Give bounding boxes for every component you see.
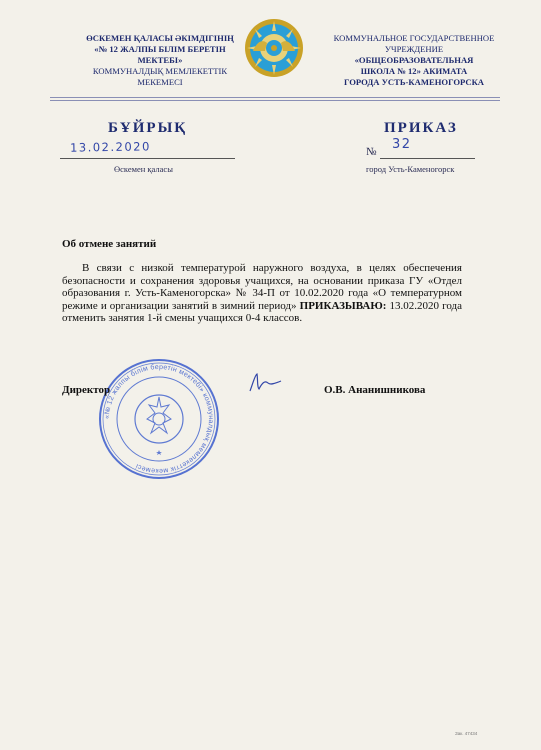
order-paragraph-main: В связи с низкой температурой наружного воздуха, в целях обеспечения безопасности и сохранения здоровья учащихся, на основании приказа ГУ «Отдел образования г. Усть-Каменогорска» № 34-П от 10.02.2020 года «О температурном режиме и организации занятий в зимний период» — [62, 262, 462, 312]
order-title-kz: БҰЙРЫҚ — [108, 120, 188, 136]
order-paragraph — [62, 262, 462, 325]
order-title-ru: ПРИКАЗ — [384, 120, 458, 136]
letterhead-ru-line: «ОБЩЕОБРАЗОВАТЕЛЬНАЯ — [354, 55, 474, 65]
handwritten-signature-icon — [247, 371, 283, 393]
letterhead-ru — [318, 33, 510, 88]
state-emblem-icon — [243, 17, 305, 79]
svg-text:«№ 12 жалпы білім беретін мект — [104, 363, 214, 474]
signer-name: О.В. Ананишникова — [324, 384, 426, 396]
city-ru: город Усть-Каменогорск — [366, 164, 455, 174]
handwritten-order-number: 32 — [392, 137, 412, 152]
letterhead-kz — [70, 33, 250, 88]
order-body — [62, 262, 462, 325]
print-order-code: Зак. 47434 — [455, 731, 478, 736]
letterhead-divider — [50, 97, 500, 98]
school-stamp-icon — [97, 357, 221, 481]
stamp-ring-text: «№ 12 жалпы білім беретін мектебі» коммуналдық мемлекеттік мекемесі — [103, 363, 215, 475]
number-sign: № — [366, 146, 377, 158]
letterhead-ru-line: УЧРЕЖДЕНИЕ — [384, 44, 444, 54]
letterhead-kz-line: «№ 12 ЖАЛПЫ БІЛІМ БЕРЕТІН — [94, 44, 226, 54]
letterhead-ru-line: ШКОЛА № 12» АКИМАТА — [360, 66, 468, 76]
letterhead-kz-line: ӨСКЕМЕН ҚАЛАСЫ ӘКІМДІГІНІҢ — [86, 33, 234, 43]
order-paragraph-tail: 13.02.2020 года отменить занятия 1-й смены учащихся 0-4 классов. — [62, 299, 462, 325]
signer-position: Директор — [62, 384, 111, 396]
letterhead-ru-line: ГОРОДА УСТЬ-КАМЕНОГОРСКА — [343, 77, 485, 87]
letterhead-divider — [50, 100, 500, 101]
number-underline — [380, 158, 475, 159]
order-subject: Об отмене занятий — [62, 238, 157, 250]
letterhead-ru-line: КОММУНАЛЬНОЕ ГОСУДАРСТВЕННОЕ — [333, 33, 495, 43]
date-underline — [60, 158, 235, 159]
city-kz: Өскемен қаласы — [114, 164, 173, 174]
letterhead-kz-line: МЕКЕМЕСІ — [137, 77, 183, 87]
letterhead-kz-line: МЕКТЕБІ» — [137, 55, 183, 65]
letterhead-kz-line: КОММУНАЛДЫҚ МЕМЛЕКЕТТІК — [92, 66, 228, 76]
order-command: ПРИКАЗЫВАЮ: — [299, 299, 387, 312]
handwritten-date: 13.02.2020 — [69, 139, 151, 155]
